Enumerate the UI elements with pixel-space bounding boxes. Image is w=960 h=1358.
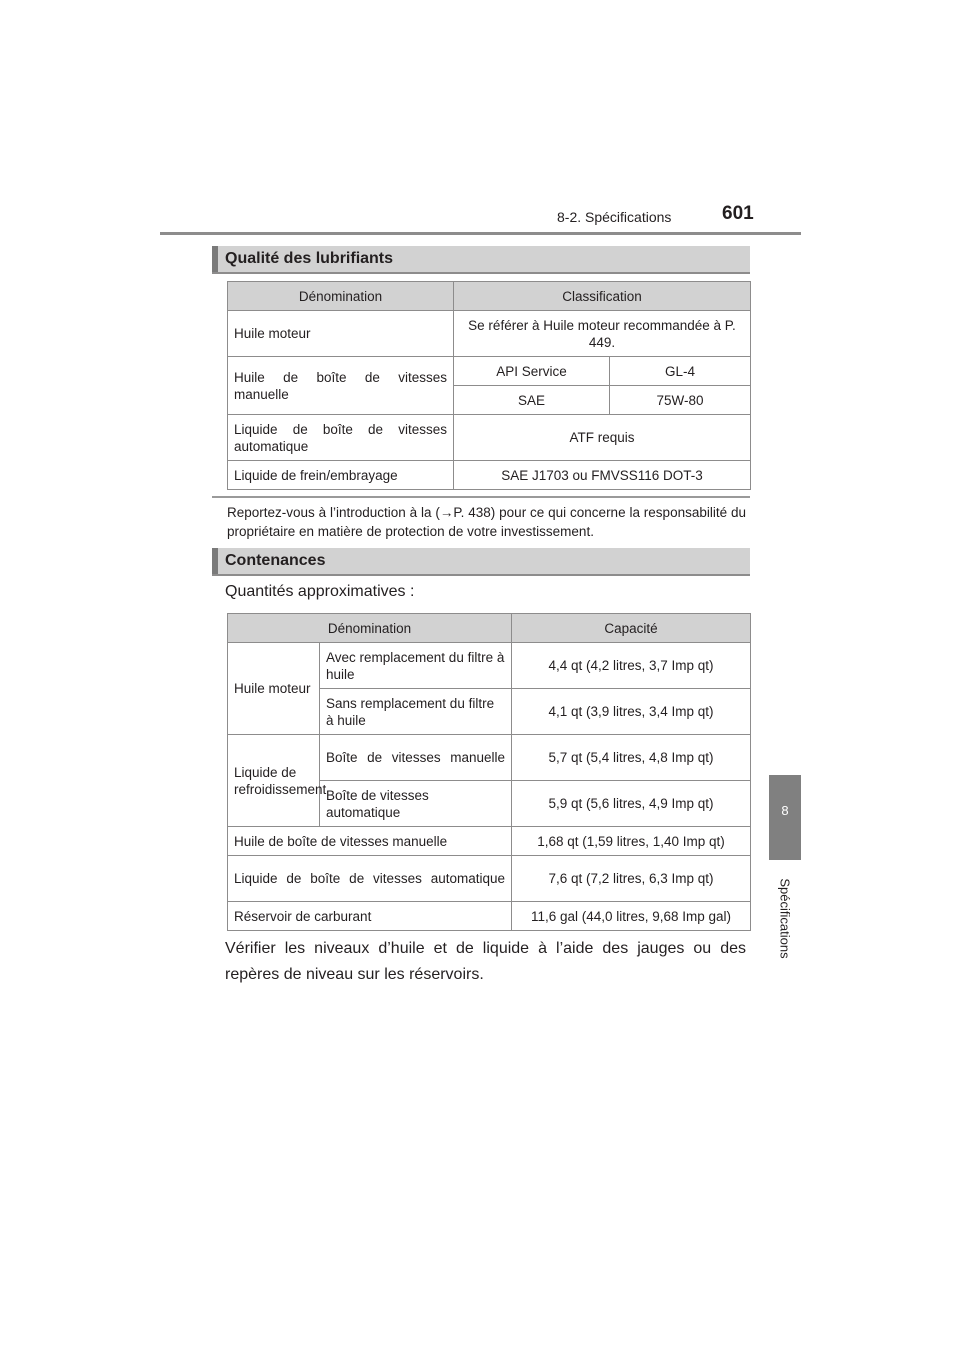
row-value-manual-trans-oil: 1,68 qt (1,59 litres, 1,40 Imp qt) [512, 827, 751, 856]
sae-value: 75W-80 [610, 386, 751, 415]
table-row [228, 415, 751, 461]
column-header-name: Dénomination [228, 282, 454, 311]
column-header-name: Dénomination [228, 614, 512, 643]
chapter-tab-label [770, 868, 800, 968]
section-heading-text: Qualité des lubrifiants [225, 250, 394, 267]
row-label-manual-trans: Huile de boîte de vitesses manuelle [228, 357, 454, 415]
column-header-capacity: Capacité [512, 614, 751, 643]
row-value-auto-trans: ATF requis [454, 415, 751, 461]
row-value-auto-trans-fluid: 7,6 qt (7,2 litres, 6,3 Imp qt) [512, 856, 751, 902]
table-row [228, 643, 751, 689]
capacities-note: Vérifier les niveaux d’huile et de liquide à l’aide des jauges ou des repères de niveau sur les réservoirs. [225, 940, 746, 983]
table-row [228, 856, 751, 902]
row-label-auto-trans: Liquide de boîte de vitesses automatique [228, 415, 454, 461]
lubricants-table [227, 281, 751, 490]
coolant-manual-label: Boîte de vitesses manuelle [320, 735, 512, 781]
table-row [228, 357, 751, 386]
section-rule [212, 496, 750, 498]
table-row [228, 461, 751, 490]
capacities-table [227, 613, 751, 931]
table-row [228, 827, 751, 856]
engine-oil-without-filter-value: 4,1 qt (3,9 litres, 3,4 Imp qt) [512, 689, 751, 735]
table-row [228, 735, 751, 781]
chapter-tab-number: 8 [781, 803, 789, 818]
table-header-row [228, 282, 751, 311]
header-rule [160, 232, 801, 235]
row-value-engine-oil: Se référer à Huile moteur recommandée à P. 449. [454, 311, 751, 357]
table-row [228, 902, 751, 931]
sae-label: SAE [454, 386, 610, 415]
api-service-value: GL-4 [610, 357, 751, 386]
row-label-brake-fluid: Liquide de frein/embrayage [228, 461, 454, 490]
chapter-tab-label-text: Spécifications [777, 877, 793, 959]
capacities-intro: Quantités approximatives : [225, 583, 415, 600]
section-heading-lubricants [212, 246, 750, 274]
engine-oil-without-filter-label: Sans remplacement du filtre à huile [320, 689, 512, 735]
row-label-coolant: Liquide de refroidissement [228, 735, 320, 827]
row-label-engine-oil: Huile moteur [228, 643, 320, 735]
column-header-classification: Classification [454, 282, 751, 311]
chapter-tab [769, 775, 801, 860]
api-service-label: API Service [454, 357, 610, 386]
coolant-automatic-value: 5,9 qt (5,6 litres, 4,9 Imp qt) [512, 781, 751, 827]
row-label-fuel-tank: Réservoir de carburant [228, 902, 512, 931]
row-value-brake-fluid: SAE J1703 ou FMVSS116 DOT-3 [454, 461, 751, 490]
page-number: 601 [722, 203, 754, 224]
row-label-manual-trans-oil: Huile de boîte de vitesses manuelle [228, 827, 512, 856]
coolant-manual-value: 5,7 qt (5,4 litres, 4,8 Imp qt) [512, 735, 751, 781]
table-header-row [228, 614, 751, 643]
lubricants-note: Reportez-vous à l’introduction à la (→P. 438) pour ce qui concerne la responsabilité du propriétaire en matière de protection de votre investissement. [227, 505, 746, 539]
engine-oil-with-filter-label: Avec remplacement du filtre à huile [320, 643, 512, 689]
row-label-engine-oil: Huile moteur [228, 311, 454, 357]
section-heading-capacities [212, 548, 750, 576]
coolant-automatic-label: Boîte de vitesses automatique [320, 781, 512, 827]
row-value-fuel-tank: 11,6 gal (44,0 litres, 9,68 Imp gal) [512, 902, 751, 931]
row-label-auto-trans-fluid: Liquide de boîte de vitesses automatique [228, 856, 512, 902]
section-heading-text: Contenances [225, 552, 326, 569]
table-row [228, 311, 751, 357]
engine-oil-with-filter-value: 4,4 qt (4,2 litres, 3,7 Imp qt) [512, 643, 751, 689]
header-section-title: 8-2. Spécifications [557, 209, 672, 225]
